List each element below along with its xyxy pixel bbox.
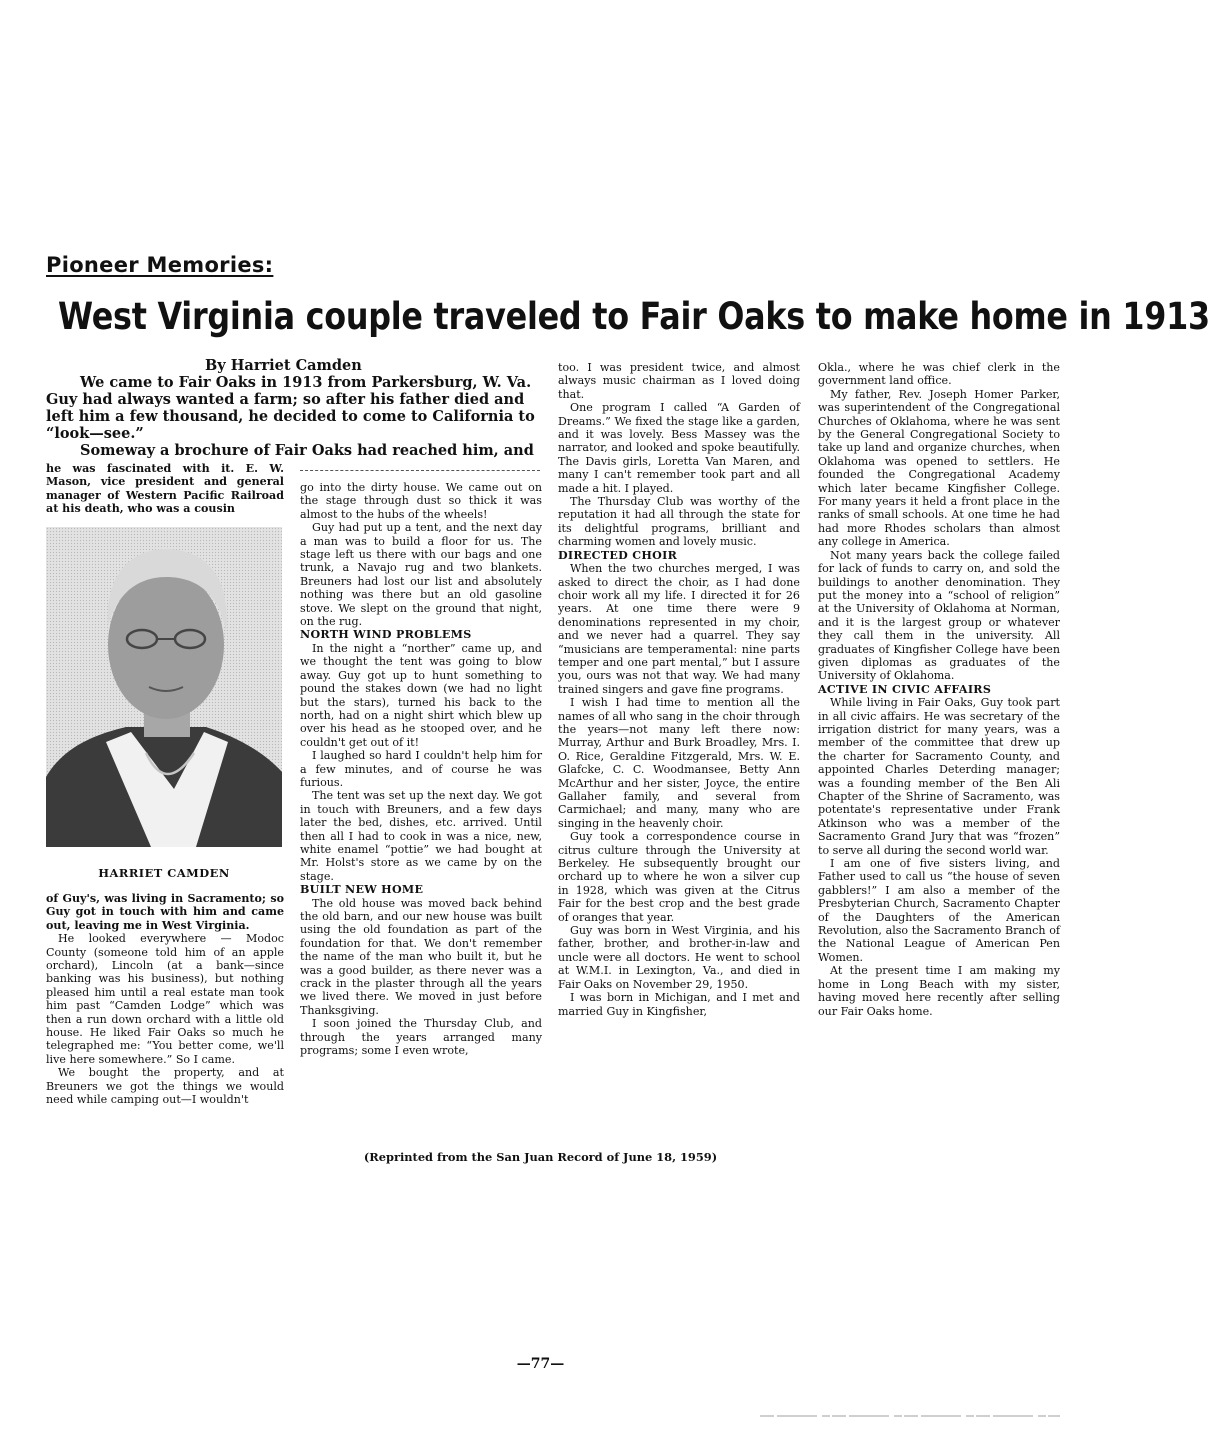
- paragraph: Guy had put up a tent, and the next day a man was to build a floor for us. The stage left us there with our bags and one trunk, a Navajo rug and two blankets. Breuners had lost our list and absolutely nothing was there but an old gasoline stove. We slept on the ground that night, on the rug.: [300, 521, 542, 629]
- subhead: ACTIVE IN CIVIC AFFAIRS: [818, 682, 992, 696]
- paragraph: At the present time I am making my home in Long Beach with my sister, having moved here recently after selling our Fair Oaks home.: [818, 964, 1060, 1018]
- paragraph: Guy took a correspondence course in citrus culture through the University at Berkeley. He subsequently brought our orchard up to where he won a silver cup in 1928, which was given at the Citrus Fair for the best crop and the best grade of oranges that year.: [558, 830, 800, 924]
- paragraph: too. I was president twice, and almost always music chairman as I loved doing that.: [558, 361, 800, 401]
- column-4: [818, 361, 1060, 1018]
- paragraph: The tent was set up the next day. We got in touch with Breuners, and a few days later the bed, dishes, etc. arrived. Until then all I had to cook in was a nice, new, white enamel “pottie” we had bought at Mr. Holst's store as we came by on the stage.: [300, 789, 542, 883]
- portrait-image: [46, 527, 282, 847]
- column-3: [558, 361, 800, 1018]
- lead-paragraph: We came to Fair Oaks in 1913 from Parkersburg, W. Va. Guy had always wanted a farm; so after his father died and left him a few thousand, he decided to come to California to “look—see.”: [46, 374, 535, 442]
- paragraph: He looked everywhere — Modoc County (someone told him of an apple orchard), Lincoln (at a bank—since banking was his business), but nothing pleased him until a real estate man took him past “Camden Lodge” which was then a run down orchard with a little old house. He liked Fair Oaks so much he telegraphed me: “You better come, we'll live here somewhere.” So I came.: [46, 932, 284, 1066]
- paragraph: We bought the property, and at Breuners we got the things we would need while camping out—I wouldn't: [46, 1066, 284, 1107]
- paragraph: The Thursday Club was worthy of the reputation it had all through the state for its delightful programs, brilliant and charming women and lovely music.: [558, 495, 800, 549]
- scan-artifact: [760, 1414, 1060, 1418]
- column-1-paragraphs: [46, 932, 284, 1106]
- subhead: BUILT NEW HOME: [300, 883, 424, 897]
- paragraph: While living in Fair Oaks, Guy took part in all civic affairs. He was secretary of the irrigation district for many years, was a member of the committee that drew up the charter for Sacramento County, and appointed Charles Deterding manager; was a founding member of the Ben Ali Chapter of the Shrine of Sacramento, was potentate's representative under Frank Atkinson who was a member of the Sacramento Grand Jury that was “frozen” to serve all during the second world war.: [818, 696, 1060, 857]
- column-1-top-text: he was fascinated with it. E. W. Mason, vice president and general manager of Western Pacific Railroad at his death, who was a cousin: [46, 462, 284, 516]
- headline: West Virginia couple traveled to Fair Oaks to make home in 1913: [58, 295, 1210, 338]
- reprint-note: (Reprinted from the San Juan Record of June 18, 1959): [363, 1150, 718, 1164]
- paragraph: I laughed so hard I couldn't help him for a few minutes, and of course he was furious.: [300, 749, 542, 789]
- paragraph: My father, Rev. Joseph Homer Parker, was superintendent of the Congregational Churches of Oklahoma, where he was sent by the General Congregational Society to take up land and organize churches, when Oklahoma was opened to settlers. He founded the Congregational Academy which later became Kingfisher College. For many years it held a front place in the ranks of small schools. At one time he had had more Rhodes scholars than almost any college in America.: [818, 387, 1060, 549]
- photo-caption: HARRIET CAMDEN: [98, 866, 230, 880]
- column-1-bottom: [46, 892, 284, 1107]
- portrait-photo: [46, 527, 282, 847]
- paragraph: I was born in Michigan, and I met and married Guy in Kingfisher,: [558, 991, 800, 1018]
- paragraph: Not many years back the college failed for lack of funds to carry on, and sold the buildings to another denomination. They put the money into a “school of religion” at the University of Oklahoma at Norman, and it is the largest group or whatever they call them in the university. All graduates of Kingfisher College have been given diplomas as graduates of the University of Oklahoma.: [818, 548, 1060, 683]
- column-1-top: [46, 462, 284, 516]
- column-1-bold-paragraph: of Guy's, was living in Sacramento; so Guy got in touch with him and came out, leaving me in West Virginia.: [46, 892, 284, 932]
- column-divider-rule: [300, 470, 540, 471]
- lead-paragraph-continued: Someway a brochure of Fair Oaks had reached him, and: [80, 442, 534, 459]
- paragraph: Guy was born in West Virginia, and his father, brother, and brother-in-law and uncle were all doctors. He went to school at W.M.I. in Lexington, Va., and died in Fair Oaks on November 29, 1950.: [558, 924, 800, 991]
- paragraph: One program I called “A Garden of Dreams.” We fixed the stage like a garden, and it was lovely. Bess Massey was the narrator, and looked and spoke beautifully. The Davis girls, Loretta Van Maren, and many I can't remember took part and all made a hit. I played.: [558, 401, 800, 495]
- paragraph: When the two churches merged, I was asked to direct the choir, as I had done choir work all my life. I directed it for 26 years. At one time there were 9 denominations represented in my choir, and we never had a quarrel. They say “musicians are temperamental: nine parts temper and one part mental,” but I assure you, ours was not that way. We had many trained singers and gave fine programs.: [558, 562, 800, 696]
- paragraph: I am one of five sisters living, and Father used to call us “the house of seven gabblers!” I am also a member of the Presbyterian Church, Sacramento Chapter of the Daughters of the American Revolution, also the Sacramento Branch of the National League of American Pen Women.: [818, 857, 1060, 964]
- column-2: [300, 481, 542, 1057]
- paragraph: go into the dirty house. We came out on the stage through dust so thick it was almost to the hubs of the wheels!: [300, 481, 542, 521]
- subhead: NORTH WIND PROBLEMS: [300, 628, 472, 642]
- paragraph: The old house was moved back behind the old barn, and our new house was built using the old foundation as part of the foundation for that. We don't remember the name of the man who built it, but he was a good builder, as there never was a crack in the plaster through all the years we lived there. We moved in just before Thanksgiving.: [300, 896, 542, 1017]
- page-number: —77—: [516, 1356, 565, 1372]
- paragraph: I soon joined the Thursday Club, and through the years arranged many programs; some I even wrote,: [300, 1017, 542, 1058]
- paragraph: In the night a “norther” came up, and we thought the tent was going to blow away. Guy got up to hunt something to pound the stakes down (we had no light but the stars), turned his back to the north, had on a night shirt which blew up over his head as he stooped over, and he couldn't get out of it!: [300, 641, 542, 749]
- paragraph: Okla., where he was chief clerk in the government land office.: [818, 361, 1060, 388]
- subhead: DIRECTED CHOIR: [558, 548, 678, 562]
- byline: By Harriet Camden: [205, 357, 362, 374]
- section-kicker: Pioneer Memories:: [46, 253, 274, 277]
- paragraph: I wish I had time to mention all the names of all who sang in the choir through the years—not many left there now: Murray, Arthur and Burk Broadley, Mrs. I. O. Rice, Geraldine Fitzgerald, Mrs. W. E. Glafcke, C. C. Woodmansee, Betty Ann McArthur and her sister, Joyce, the entire Gallaher family, and several from Carmichael; and many, many who are singing in the heavenly choir.: [558, 696, 800, 830]
